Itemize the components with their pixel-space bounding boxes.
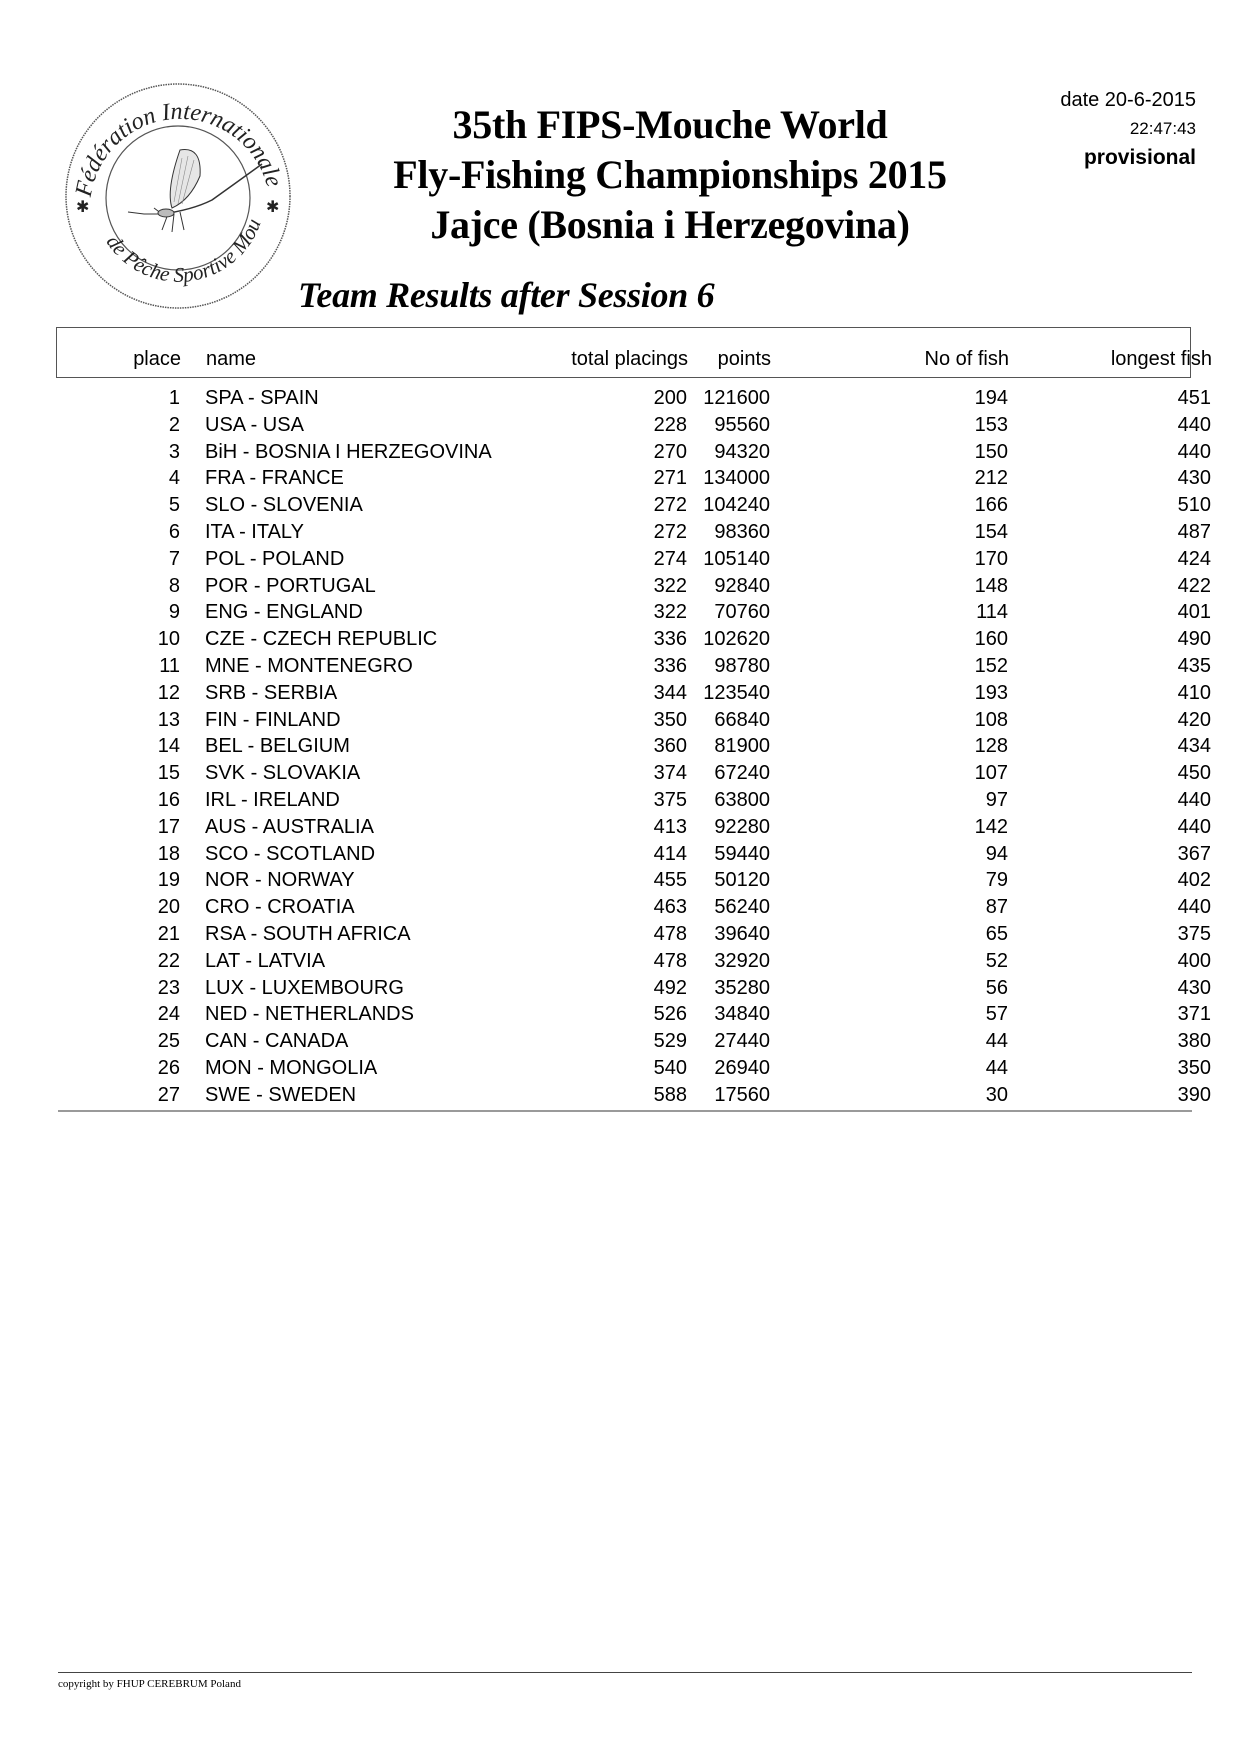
cell-place: 7 [168, 547, 180, 570]
table-row [56, 546, 1211, 573]
cell-no-of-fish: 87 [985, 896, 1008, 919]
cell-team-name: SRB - SERBIA [205, 681, 338, 704]
cell-points: 32920 [714, 949, 770, 972]
cell-points: 59440 [714, 842, 770, 865]
cell-longest-fish: 367 [1177, 842, 1211, 865]
cell-team-name: CRO - CROATIA [205, 896, 355, 919]
cell-longest-fish: 401 [1177, 601, 1211, 624]
results-table-body [56, 385, 1211, 1109]
cell-total-placings: 414 [653, 842, 687, 865]
cell-place: 27 [157, 1083, 180, 1106]
cell-no-of-fish: 152 [974, 654, 1008, 677]
cell-place: 12 [157, 681, 180, 704]
table-row [56, 894, 1211, 921]
cell-no-of-fish: 57 [985, 1003, 1008, 1026]
table-row [56, 599, 1211, 626]
cell-team-name: AUS - AUSTRALIA [205, 815, 374, 838]
cell-team-name: LAT - LATVIA [205, 949, 326, 972]
cell-team-name: CZE - CZECH REPUBLIC [205, 628, 438, 651]
cell-no-of-fish: 65 [985, 922, 1008, 945]
cell-no-of-fish: 150 [974, 440, 1008, 463]
cell-team-name: LUX - LUXEMBOURG [205, 976, 404, 999]
cell-total-placings: 492 [653, 976, 687, 999]
table-header [56, 327, 1212, 378]
cell-total-placings: 529 [653, 1030, 687, 1053]
cell-total-placings: 374 [653, 762, 687, 785]
col-header-no-of-fish: No of fish [924, 348, 1009, 370]
cell-longest-fish: 350 [1177, 1056, 1211, 1079]
cell-longest-fish: 420 [1177, 708, 1211, 731]
table-row [56, 385, 1211, 412]
cell-team-name: CAN - CANADA [205, 1030, 349, 1053]
cell-total-placings: 228 [653, 413, 687, 436]
fips-logo [62, 80, 294, 312]
cell-longest-fish: 424 [1177, 547, 1211, 570]
cell-no-of-fish: 52 [985, 949, 1008, 972]
cell-total-placings: 344 [653, 681, 687, 704]
cell-place: 20 [157, 896, 180, 919]
cell-place: 23 [157, 976, 180, 999]
table-bottom-divider [58, 1110, 1192, 1112]
cell-points: 95560 [714, 413, 770, 436]
cell-points: 98780 [714, 654, 770, 677]
cell-total-placings: 336 [653, 628, 687, 651]
cell-points: 81900 [714, 735, 770, 758]
cell-team-name: POL - POLAND [205, 547, 345, 570]
document-title [330, 100, 1010, 250]
table-row [56, 787, 1211, 814]
table-row [56, 412, 1211, 439]
cell-place: 10 [157, 628, 180, 651]
cell-place: 22 [157, 949, 180, 972]
cell-points: 26940 [714, 1056, 770, 1079]
table-row [56, 975, 1211, 1002]
cell-place: 25 [157, 1030, 180, 1053]
cell-longest-fish: 435 [1177, 654, 1211, 677]
logo-star-left-icon: ✱ [76, 199, 90, 216]
cell-place: 2 [168, 413, 180, 436]
cell-team-name: NED - NETHERLANDS [205, 1003, 414, 1026]
cell-longest-fish: 440 [1177, 413, 1211, 436]
cell-team-name: MON - MONGOLIA [205, 1056, 378, 1079]
cell-place: 24 [157, 1003, 180, 1026]
table-row [56, 1082, 1211, 1109]
report-meta [1060, 88, 1196, 171]
cell-longest-fish: 450 [1177, 762, 1211, 785]
cell-points: 92280 [714, 815, 770, 838]
cell-points: 70760 [714, 601, 770, 624]
report-subtitle: Team Results after Session 6 [298, 275, 715, 315]
cell-place: 15 [157, 762, 180, 785]
cell-longest-fish: 440 [1177, 896, 1211, 919]
title-line-3: Jajce (Bosnia i Herzegovina) [430, 202, 910, 247]
cell-longest-fish: 380 [1177, 1030, 1211, 1053]
cell-points: 17560 [714, 1083, 770, 1106]
table-row [56, 707, 1211, 734]
cell-longest-fish: 422 [1177, 574, 1211, 597]
cell-points: 56240 [714, 896, 770, 919]
cell-points: 92840 [714, 574, 770, 597]
cell-points: 105140 [703, 547, 770, 570]
cell-total-placings: 350 [653, 708, 687, 731]
cell-longest-fish: 390 [1177, 1083, 1211, 1106]
cell-total-placings: 336 [653, 654, 687, 677]
cell-place: 18 [157, 842, 180, 865]
table-row [56, 653, 1211, 680]
cell-points: 27440 [714, 1030, 770, 1053]
cell-total-placings: 200 [653, 387, 687, 409]
col-header-name: name [206, 348, 257, 370]
table-row [56, 948, 1211, 975]
cell-no-of-fish: 114 [976, 601, 1008, 624]
cell-no-of-fish: 44 [985, 1056, 1008, 1079]
cell-points: 67240 [714, 762, 770, 785]
cell-longest-fish: 430 [1177, 467, 1211, 490]
cell-place: 3 [168, 440, 180, 463]
table-row [56, 1028, 1211, 1055]
col-header-place: place [133, 348, 181, 370]
cell-longest-fish: 510 [1177, 494, 1211, 517]
cell-total-placings: 375 [653, 788, 687, 811]
cell-no-of-fish: 94 [985, 842, 1008, 865]
cell-team-name: FRA - FRANCE [205, 467, 344, 490]
cell-team-name: SVK - SLOVAKIA [205, 762, 361, 785]
cell-no-of-fish: 107 [974, 762, 1008, 785]
cell-longest-fish: 451 [1177, 387, 1211, 409]
cell-points: 121600 [703, 387, 770, 409]
col-header-longest-fish: longest fish [1110, 348, 1212, 370]
cell-no-of-fish: 212 [974, 467, 1008, 490]
cell-no-of-fish: 128 [974, 735, 1008, 758]
cell-total-placings: 478 [653, 949, 687, 972]
table-row [56, 1055, 1211, 1082]
cell-longest-fish: 440 [1177, 815, 1211, 838]
table-row [56, 465, 1211, 492]
cell-total-placings: 455 [653, 869, 687, 892]
cell-longest-fish: 490 [1177, 628, 1211, 651]
status-badge: provisional [1083, 146, 1196, 169]
cell-place: 13 [157, 708, 180, 731]
cell-total-placings: 478 [653, 922, 687, 945]
table-row [56, 921, 1211, 948]
cell-team-name: SPA - SPAIN [205, 387, 319, 409]
report-time: 22:47:43 [1129, 119, 1196, 138]
cell-place: 14 [157, 735, 180, 758]
cell-longest-fish: 375 [1177, 922, 1211, 945]
cell-place: 1 [168, 387, 180, 409]
cell-no-of-fish: 153 [974, 413, 1008, 436]
cell-total-placings: 360 [653, 735, 687, 758]
logo-text-top: Fédération Internationale [70, 98, 287, 199]
cell-no-of-fish: 142 [974, 815, 1008, 838]
cell-longest-fish: 410 [1177, 681, 1211, 704]
cell-longest-fish: 440 [1177, 788, 1211, 811]
cell-total-placings: 413 [653, 815, 687, 838]
table-row [56, 573, 1211, 600]
title-line-1: 35th FIPS-Mouche World [452, 102, 888, 147]
cell-no-of-fish: 160 [974, 628, 1008, 651]
cell-points: 66840 [714, 708, 770, 731]
copyright-text: copyright by FHUP CEREBRUM Poland [58, 1678, 241, 1690]
cell-total-placings: 588 [653, 1083, 687, 1106]
cell-longest-fish: 400 [1177, 949, 1211, 972]
table-row [56, 680, 1211, 707]
cell-points: 102620 [703, 628, 770, 651]
cell-team-name: BiH - BOSNIA I HERZEGOVINA [205, 440, 492, 463]
cell-team-name: ENG - ENGLAND [205, 601, 363, 624]
cell-team-name: ITA - ITALY [205, 520, 304, 543]
cell-points: 98360 [714, 520, 770, 543]
cell-points: 63800 [714, 788, 770, 811]
report-date: date 20-6-2015 [1060, 89, 1196, 111]
title-line-2: Fly-Fishing Championships 2015 [393, 152, 947, 197]
cell-points: 94320 [714, 440, 770, 463]
table-row [56, 841, 1211, 868]
cell-team-name: SLO - SLOVENIA [205, 494, 363, 517]
cell-no-of-fish: 166 [974, 494, 1008, 517]
cell-total-placings: 274 [653, 547, 687, 570]
cell-team-name: NOR - NORWAY [205, 869, 355, 892]
cell-total-placings: 271 [653, 467, 687, 490]
cell-total-placings: 526 [653, 1003, 687, 1026]
cell-place: 11 [159, 654, 180, 677]
table-row [56, 760, 1211, 787]
cell-place: 19 [157, 869, 180, 892]
cell-team-name: SWE - SWEDEN [205, 1083, 357, 1106]
cell-points: 104240 [703, 494, 770, 517]
cell-points: 50120 [714, 869, 770, 892]
cell-points: 35280 [714, 976, 770, 999]
cell-total-placings: 270 [653, 440, 687, 463]
cell-longest-fish: 440 [1177, 440, 1211, 463]
cell-team-name: SCO - SCOTLAND [205, 842, 376, 865]
cell-no-of-fish: 44 [985, 1030, 1008, 1053]
cell-place: 26 [157, 1056, 180, 1079]
cell-longest-fish: 430 [1177, 976, 1211, 999]
cell-total-placings: 322 [653, 601, 687, 624]
cell-place: 16 [157, 788, 180, 811]
cell-no-of-fish: 56 [985, 976, 1008, 999]
col-header-total-placings: total placings [571, 348, 688, 370]
table-row [56, 1001, 1211, 1028]
cell-team-name: FIN - FINLAND [205, 708, 341, 731]
cell-no-of-fish: 108 [974, 708, 1008, 731]
cell-total-placings: 540 [653, 1056, 687, 1079]
table-row [56, 492, 1211, 519]
cell-no-of-fish: 97 [985, 788, 1008, 811]
cell-no-of-fish: 30 [985, 1083, 1008, 1106]
cell-longest-fish: 487 [1177, 520, 1211, 543]
footer-divider [58, 1672, 1192, 1673]
table-row [56, 519, 1211, 546]
cell-no-of-fish: 79 [985, 869, 1008, 892]
cell-no-of-fish: 194 [974, 387, 1008, 409]
cell-no-of-fish: 154 [974, 520, 1008, 543]
table-row [56, 626, 1211, 653]
cell-points: 123540 [703, 681, 770, 704]
cell-team-name: IRL - IRELAND [205, 788, 340, 811]
cell-team-name: MNE - MONTENEGRO [205, 654, 413, 677]
cell-team-name: POR - PORTUGAL [205, 574, 376, 597]
cell-place: 8 [168, 574, 180, 597]
cell-total-placings: 463 [653, 896, 687, 919]
table-row [56, 439, 1211, 466]
cell-total-placings: 272 [653, 520, 687, 543]
cell-team-name: RSA - SOUTH AFRICA [205, 922, 411, 945]
logo-seal [62, 80, 294, 312]
table-row [56, 867, 1211, 894]
cell-place: 6 [168, 520, 180, 543]
cell-no-of-fish: 170 [974, 547, 1008, 570]
cell-longest-fish: 402 [1177, 869, 1211, 892]
cell-points: 134000 [703, 467, 770, 490]
cell-team-name: USA - USA [205, 413, 304, 436]
cell-team-name: BEL - BELGIUM [205, 735, 350, 758]
cell-longest-fish: 371 [1177, 1003, 1211, 1026]
table-row [56, 814, 1211, 841]
cell-place: 4 [168, 467, 180, 490]
cell-place: 21 [157, 922, 180, 945]
cell-points: 34840 [714, 1003, 770, 1026]
cell-no-of-fish: 148 [974, 574, 1008, 597]
cell-place: 5 [168, 494, 180, 517]
cell-total-placings: 272 [653, 494, 687, 517]
table-row [56, 733, 1211, 760]
col-header-points: points [717, 348, 771, 370]
cell-points: 39640 [714, 922, 770, 945]
cell-total-placings: 322 [653, 574, 687, 597]
cell-place: 17 [157, 815, 180, 838]
cell-longest-fish: 434 [1177, 735, 1211, 758]
logo-star-right-icon: ✱ [266, 199, 280, 216]
cell-place: 9 [168, 601, 180, 624]
logo-text-bottom: de Pêche Sportive Mou [101, 215, 266, 287]
cell-no-of-fish: 193 [974, 681, 1008, 704]
